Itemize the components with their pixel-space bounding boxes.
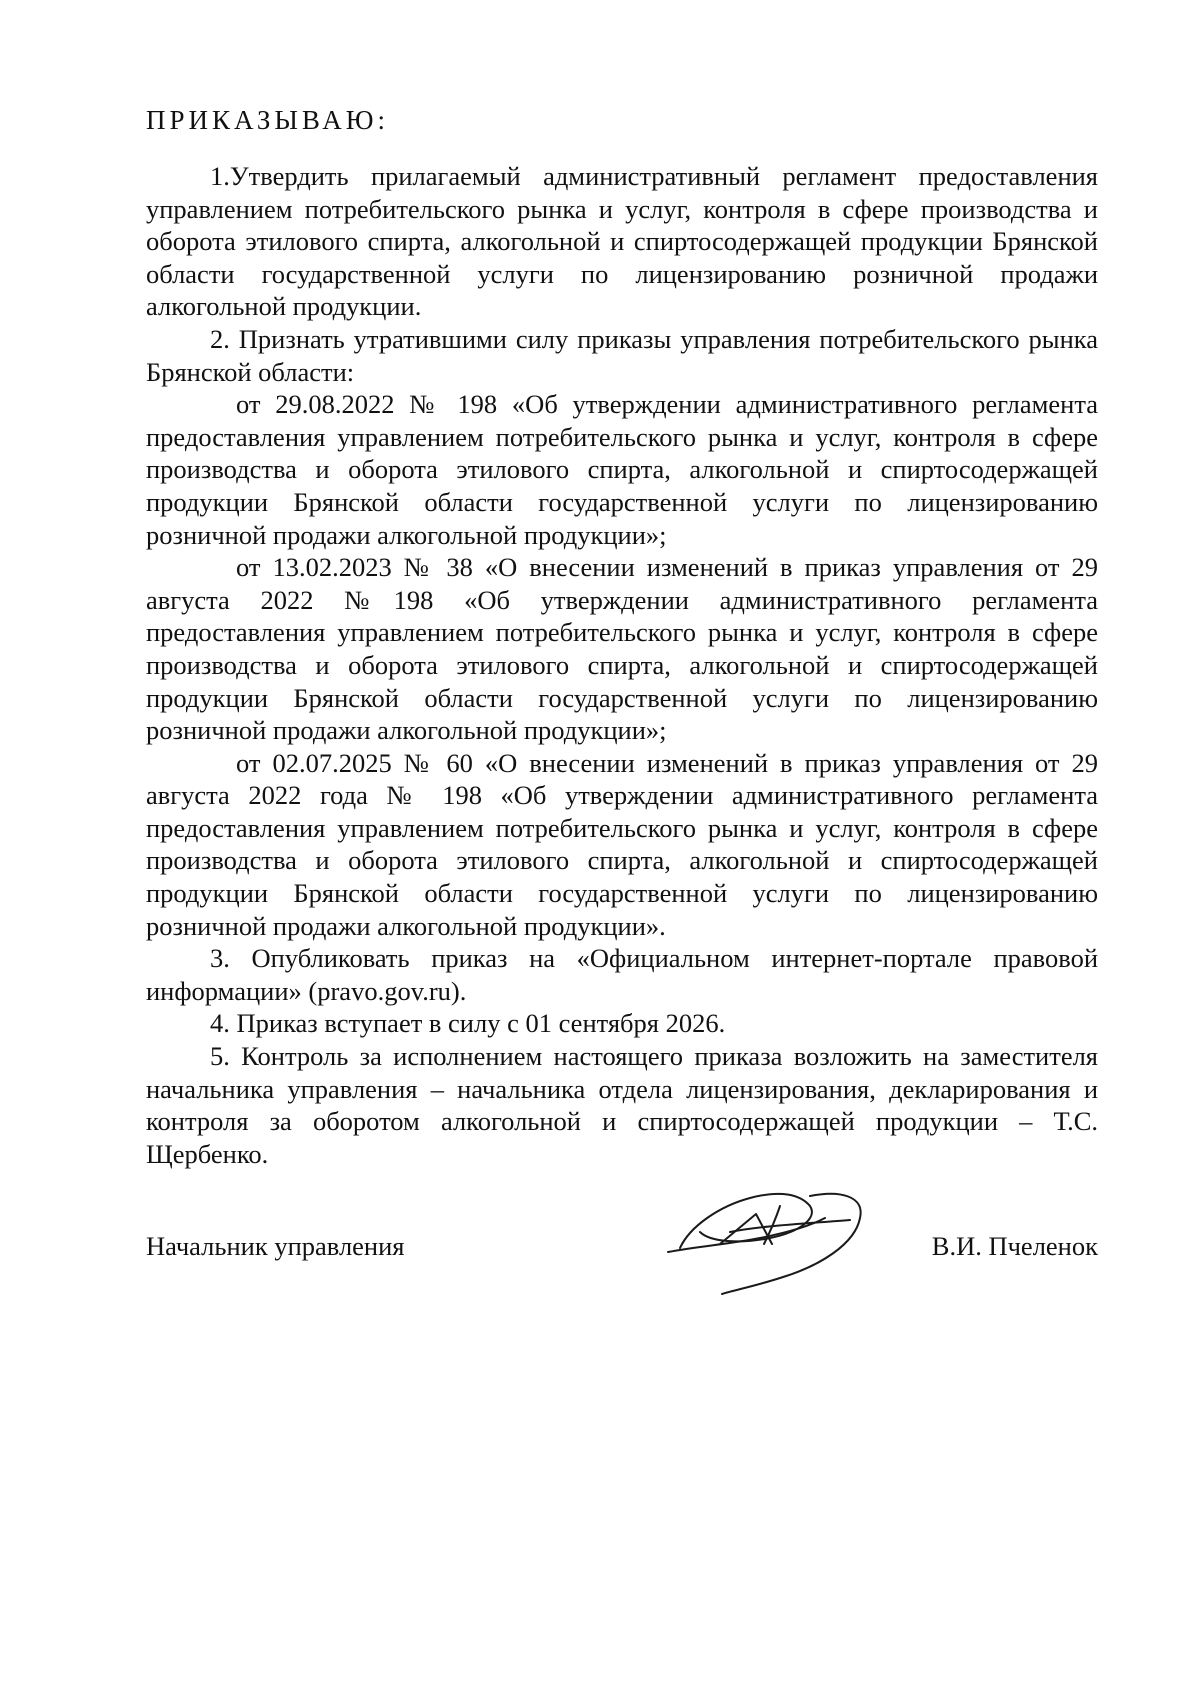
repealed-order-60: от 02.07.2025 № 60 «О внесении изменений в приказ управления от 29 августа 2022 года № 198 «Об утверждении административного регламента предоставления управлением потребительского рынка и услуг, контроля в сфере производства и оборота этилового спирта, алкогольной и спиртосодержащей продукции Брянской области государственной услуги по лицензированию розничной продажи алкогольной продукции». — [146, 747, 1098, 941]
order-heading: ПРИКАЗЫВАЮ: — [146, 105, 389, 135]
signatory-position: Начальник управления — [146, 1231, 405, 1261]
paragraph-5-control: 5. Контроль за исполнением настоящего приказа возложить на заместителя начальника управления – начальника отдела лицензирования, декларирования и контроля за оборотом алкогольной и спиртосодержащей продукции – Т.С. Щербенко. — [146, 1041, 1098, 1169]
order-body — [146, 160, 1098, 1170]
handwritten-signature — [660, 1166, 890, 1306]
repealed-order-38: от 13.02.2023 № 38 «О внесении изменений в приказ управления от 29 августа 2022 №198 «Об утверждении административного регламента предоставления управлением потребительского рынка и услуг, контроля в сфере производства и оборота этилового спирта, алкогольной и спиртосодержащей продукции Брянской области государственной услуги по лицензированию розничной продажи алкогольной продукции»; — [146, 552, 1098, 746]
repealed-order-198: от 29.08.2022 № 198 «Об утверждении административного регламента предоставления управлением потребительского рынка и услуг, контроля в сфере производства и оборота этилового спирта, алкогольной и спиртосодержащей продукции Брянской области государственной услуги по лицензированию розничной продажи алкогольной продукции»; — [146, 389, 1098, 550]
signatory-name: В.И. Пчеленок — [931, 1231, 1098, 1261]
signature-block — [146, 1230, 1098, 1270]
paragraph-4-effective: 4. Приказ вступает в силу с 01 сентября 2026. — [210, 1008, 726, 1039]
paragraph-1-approve: 1.Утвердить прилагаемый административный регламент предоставления управлением потребительского рынка и услуг, контроля в сфере производства и оборота этилового спирта, алкогольной и спиртосодержащей продукции Брянской области государственной услуги по лицензированию розничной продажи алкогольной продукции. — [146, 161, 1098, 322]
paragraph-2-repeal: 2. Признать утратившими силу приказы управления потребительского рынка Брянской области: — [146, 323, 1098, 387]
paragraph-3-publish: 3. Опубликовать приказ на «Официальном интернет-портале правовой информации» (pravo.gov.ru). — [146, 943, 1098, 1006]
